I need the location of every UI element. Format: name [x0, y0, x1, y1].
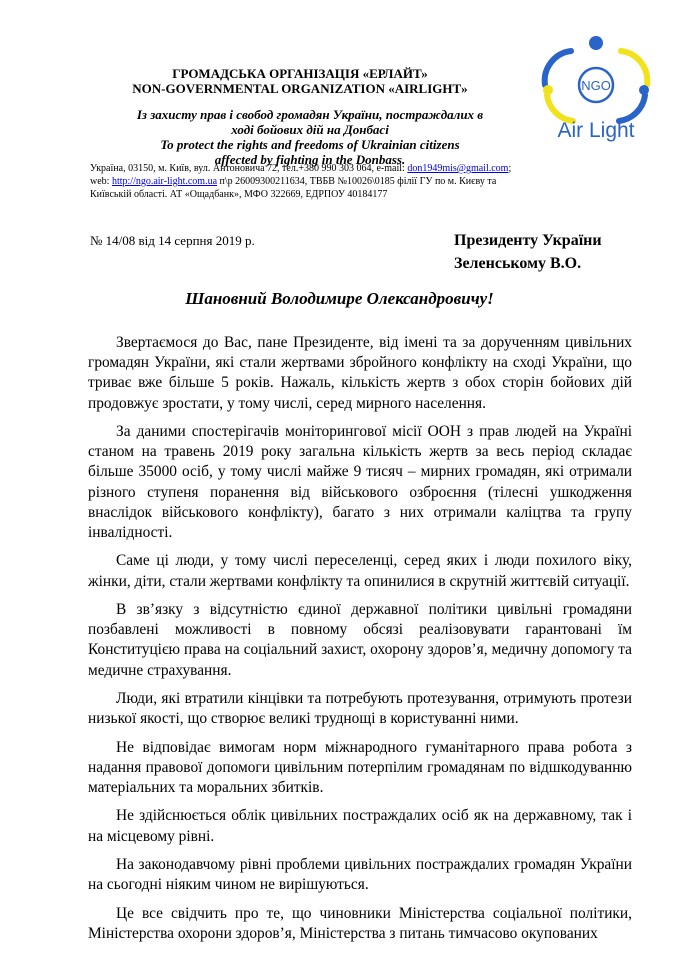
- letter-body: [88, 333, 632, 952]
- paragraph: Звертаємося до Вас, пане Президенте, від імені та за дорученням цивільних громадян України, які стали жертвами збройного конфлікту на сході України, що триває вже більше 5 років. Нажаль, кількість жертв з обох сторін бойових дій продовжує зростати, у тому числі, серед мирного населення.: [88, 334, 632, 412]
- paragraph: В зв’язку з відсутністю єдиної державної політики цивільні громадяни позбавлені можливості в повному обсязі реалізовувати гарантовані їм Конституцією права на соціальний захист, охорону здоров’я, медичну допомогу та медичне страхування.: [88, 601, 632, 679]
- logo-arc-bottom-left: [547, 95, 573, 121]
- mission-en-line-1: To protect the rights and freedoms of Ukrainian citizens: [160, 137, 460, 152]
- paragraph: Люди, які втратили кінцівки та потребують протезування, отримують протези низької якості, що створює великі труднощі в користуванні ними.: [88, 690, 632, 728]
- logo-brand-text: Air Light: [557, 119, 635, 142]
- logo-dot-top: [589, 36, 603, 50]
- paragraph: Не відповідає вимогам норм міжнародного гуманітарного права робота з надання правової допомоги цивільним потерпілим громадянам по відшкодуванню матеріальних та моральних збитків.: [88, 738, 632, 796]
- addressee-line-2: Зеленському В.О.: [454, 255, 582, 272]
- org-name-english: NON-GOVERNMENTAL ORGANIZATION «AIRLIGHT»: [132, 81, 468, 96]
- contacts-line-2: web: http://ngo.air-light.com.ua п\р 26009300211634, ТВБВ №10026\0185 філії ГУ по м. Києву та: [90, 176, 497, 187]
- website-link[interactable]: http://ngo.air-light.com.ua: [111, 176, 218, 187]
- logo-arc-bottom-right: [619, 95, 645, 121]
- mission-en-line-2: affected by fighting in the Donbass.: [214, 152, 406, 167]
- logo-arc-left: [545, 51, 571, 85]
- logo-dot-right: [639, 85, 649, 95]
- paragraph: Не здійснюється облік цивільних постраждалих осіб як на державному, так і на місцевому рівні.: [88, 807, 632, 845]
- contacts-line-3: Київській області. АТ «Ощадбанк», МФО 322669, ЕДРПОУ 40184177: [90, 189, 388, 200]
- mission-statement: [92, 107, 528, 167]
- airlight-logo: [533, 33, 659, 145]
- logo-graphic: [533, 33, 659, 145]
- logo-arc-right: [621, 51, 647, 85]
- logo-badge-text: NGO: [581, 78, 611, 93]
- paragraph: За даними спостерігачів моніторингової місії ООН з прав людей на Україні станом на травень 2019 року загальна кількість жертв за весь період складає більше 35000 осіб, у тому числі майже 9 тисяч – мирних громадян, які отримали різного ступеня поранення від військового озброєння (тілесні ушкодження внаслідок військового конфлікту), багато з них отримали каліцтва та групу інвалідності.: [88, 423, 632, 542]
- mission-uk-line-2: ході бойових дій на Донбасі: [231, 122, 389, 137]
- contacts-line-1: Україна, 03150, м. Київ, вул. Антоновича 72, тел.+380 990 303 064, e-mail: don1949mis@gmail.com;: [90, 163, 512, 174]
- email-link[interactable]: don1949mis@gmail.com: [407, 163, 509, 174]
- org-name-ukrainian: ГРОМАДСЬКА ОРГАНІЗАЦІЯ «ЕРЛАЙТ»: [172, 66, 428, 81]
- letter-reference: № 14/08 від 14 серпня 2019 р.: [90, 233, 255, 248]
- logo-dot-left: [543, 85, 553, 95]
- paragraph: На законодавчому рівні проблеми цивільних постраждалих громадян України на сьогодні ніяким чином не вирішуються.: [88, 855, 632, 894]
- addressee-line-1: Президенту України: [454, 232, 602, 249]
- addressee: [454, 229, 602, 275]
- contacts-block: [90, 162, 610, 201]
- mission-uk-line-1: Із захисту прав і свобод громадян України, постраждалих в: [136, 107, 484, 122]
- paragraph: Саме ці люди, у тому числі переселенці, серед яких і люди похилого віку, жінки, діти, стали жертвами конфлікту та опинилися в скрутній життєвій ситуації.: [88, 552, 632, 590]
- salutation: Шановний Володимире Олександровичу!: [185, 289, 494, 308]
- paragraph: Це все свідчить про те, що чиновники Міністерства соціальної політики, Міністерства охорони здоров’я, Міністерства з питань тимчасово окупованих: [88, 904, 632, 942]
